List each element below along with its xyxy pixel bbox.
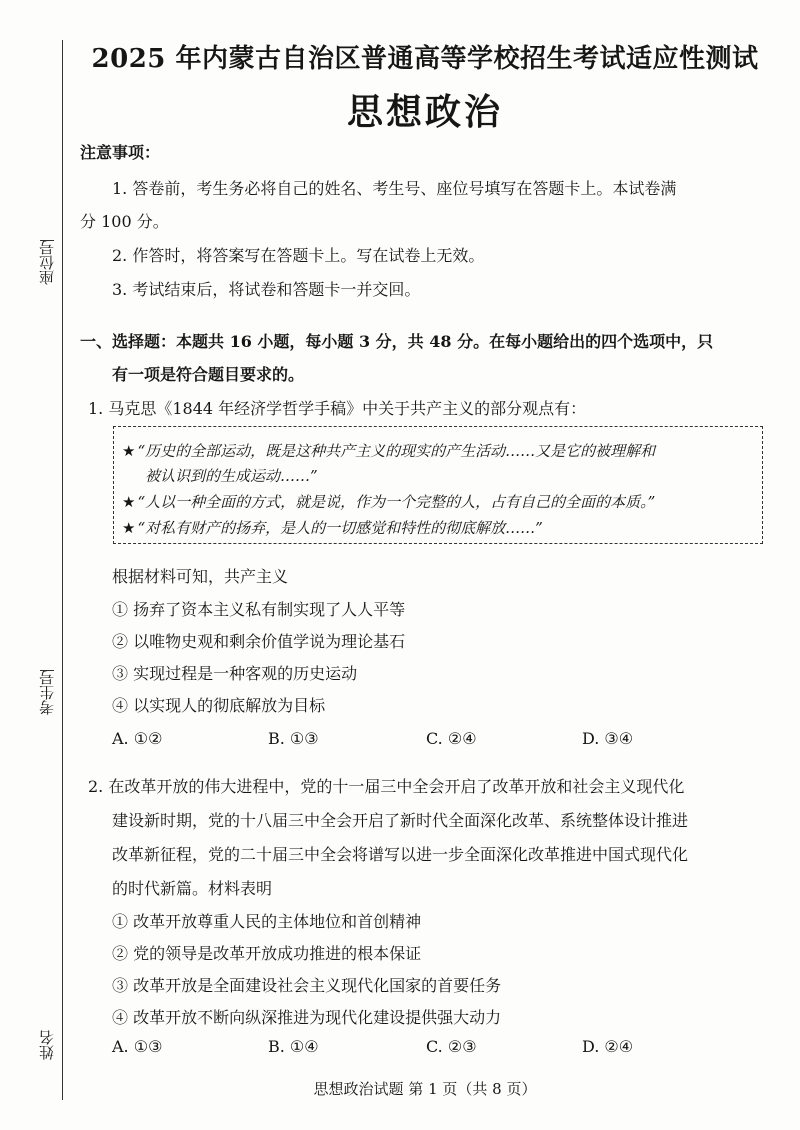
notice-item-1-cont: 分 100 分。 xyxy=(80,212,169,231)
section-heading-cont: 有一项是符合题目要求的。 xyxy=(112,365,305,384)
q1-option-b[interactable]: B. ①③ xyxy=(268,729,319,748)
notice-item-3: 3. 考试结束后，将试卷和答题卡一并交回。 xyxy=(112,280,421,299)
star-icon: ★ xyxy=(122,442,136,460)
q2-option-d[interactable]: D. ②④ xyxy=(582,1037,634,1056)
seat-number-label: 座位号 xyxy=(38,240,56,285)
star-icon: ★ xyxy=(122,519,136,537)
q1-item-2: ② 以唯物史观和剩余价值学说为理论基石 xyxy=(112,632,406,651)
exam-title: 2025 年内蒙古自治区普通高等学校招生考试适应性测试 xyxy=(91,44,759,74)
notice-heading: 注意事项： xyxy=(80,143,161,162)
q1-quote-1-cont: 被认识到的生成运动……” xyxy=(145,467,318,485)
q1-quote-3: ★ “对私有财产的扬弃，是人的一切感觉和特性的彻底解放……” xyxy=(122,519,543,537)
exam-number-label: 考生号 xyxy=(38,670,56,715)
exam-number-blank xyxy=(40,670,54,671)
q2-item-4: ④ 改革开放不断向纵深推进为现代化建设提供强大动力 xyxy=(112,1008,502,1027)
q2-option-b[interactable]: B. ①④ xyxy=(268,1037,319,1056)
q2-item-2: ② 党的领导是改革开放成功推进的根本保证 xyxy=(112,944,422,963)
q1-item-3: ③ 实现过程是一种客观的历史运动 xyxy=(112,664,358,683)
q1-option-a[interactable]: A. ①② xyxy=(112,729,163,748)
name-label: 姓名 xyxy=(38,1030,56,1060)
q2-item-1: ① 改革开放尊重人民的主体地位和首创精神 xyxy=(112,912,422,931)
q1-stem: 1. 马克思《1844 年经济学哲学手稿》中关于共产主义的部分观点有： xyxy=(88,399,587,418)
q2-stem-2: 建设新时期，党的十八届三中全会开启了新时代全面深化改革、系统整体设计推进 xyxy=(112,811,689,830)
q2-stem-4: 的时代新篇。材料表明 xyxy=(112,879,273,898)
notice-item-1: 1. 答卷前，考生务必将自己的姓名、考生号、座位号填写在答题卡上。本试卷满 xyxy=(112,179,677,198)
star-icon: ★ xyxy=(122,493,136,511)
q2-option-c[interactable]: C. ②③ xyxy=(426,1037,477,1056)
page-footer: 思想政治试题 第 1 页（共 8 页） xyxy=(313,1080,537,1098)
q1-lead: 根据材料可知，共产主义 xyxy=(112,567,289,586)
subject-title: 思想政治 xyxy=(346,91,503,133)
q2-option-a[interactable]: A. ①③ xyxy=(112,1037,163,1056)
q2-stem-1: 2. 在改革开放的伟大进程中，党的十一届三中全会开启了改革开放和社会主义现代化 xyxy=(88,777,685,796)
q2-stem-3: 改革新征程，党的二十届三中全会将谱写以进一步全面深化改革推进中国式现代化 xyxy=(112,845,689,864)
seat-number-blank xyxy=(40,240,54,241)
q1-item-4: ④ 以实现人的彻底解放为目标 xyxy=(112,696,326,715)
q2-item-3: ③ 改革开放是全面建设社会主义现代化国家的首要任务 xyxy=(112,976,502,995)
q1-option-d[interactable]: D. ③④ xyxy=(582,729,634,748)
q1-item-1: ① 扬弃了资本主义私有制实现了人人平等 xyxy=(112,600,406,619)
notice-item-2: 2. 作答时，将答案写在答题卡上。写在试卷上无效。 xyxy=(112,246,485,265)
q1-quote-1: ★ “历史的全部运动，既是这种共产主义的现实的产生活动……又是它的被理解和 xyxy=(122,442,656,460)
q1-option-c[interactable]: C. ②④ xyxy=(426,729,477,748)
binding-line xyxy=(62,40,63,1100)
section-heading: 一、选择题：本题共 16 小题，每小题 3 分，共 48 分。在每小题给出的四个选项中，只 xyxy=(80,332,714,351)
q1-quote-2: ★ “人以一种全面的方式，就是说，作为一个完整的人，占有自己的全面的本质。” xyxy=(122,493,656,511)
